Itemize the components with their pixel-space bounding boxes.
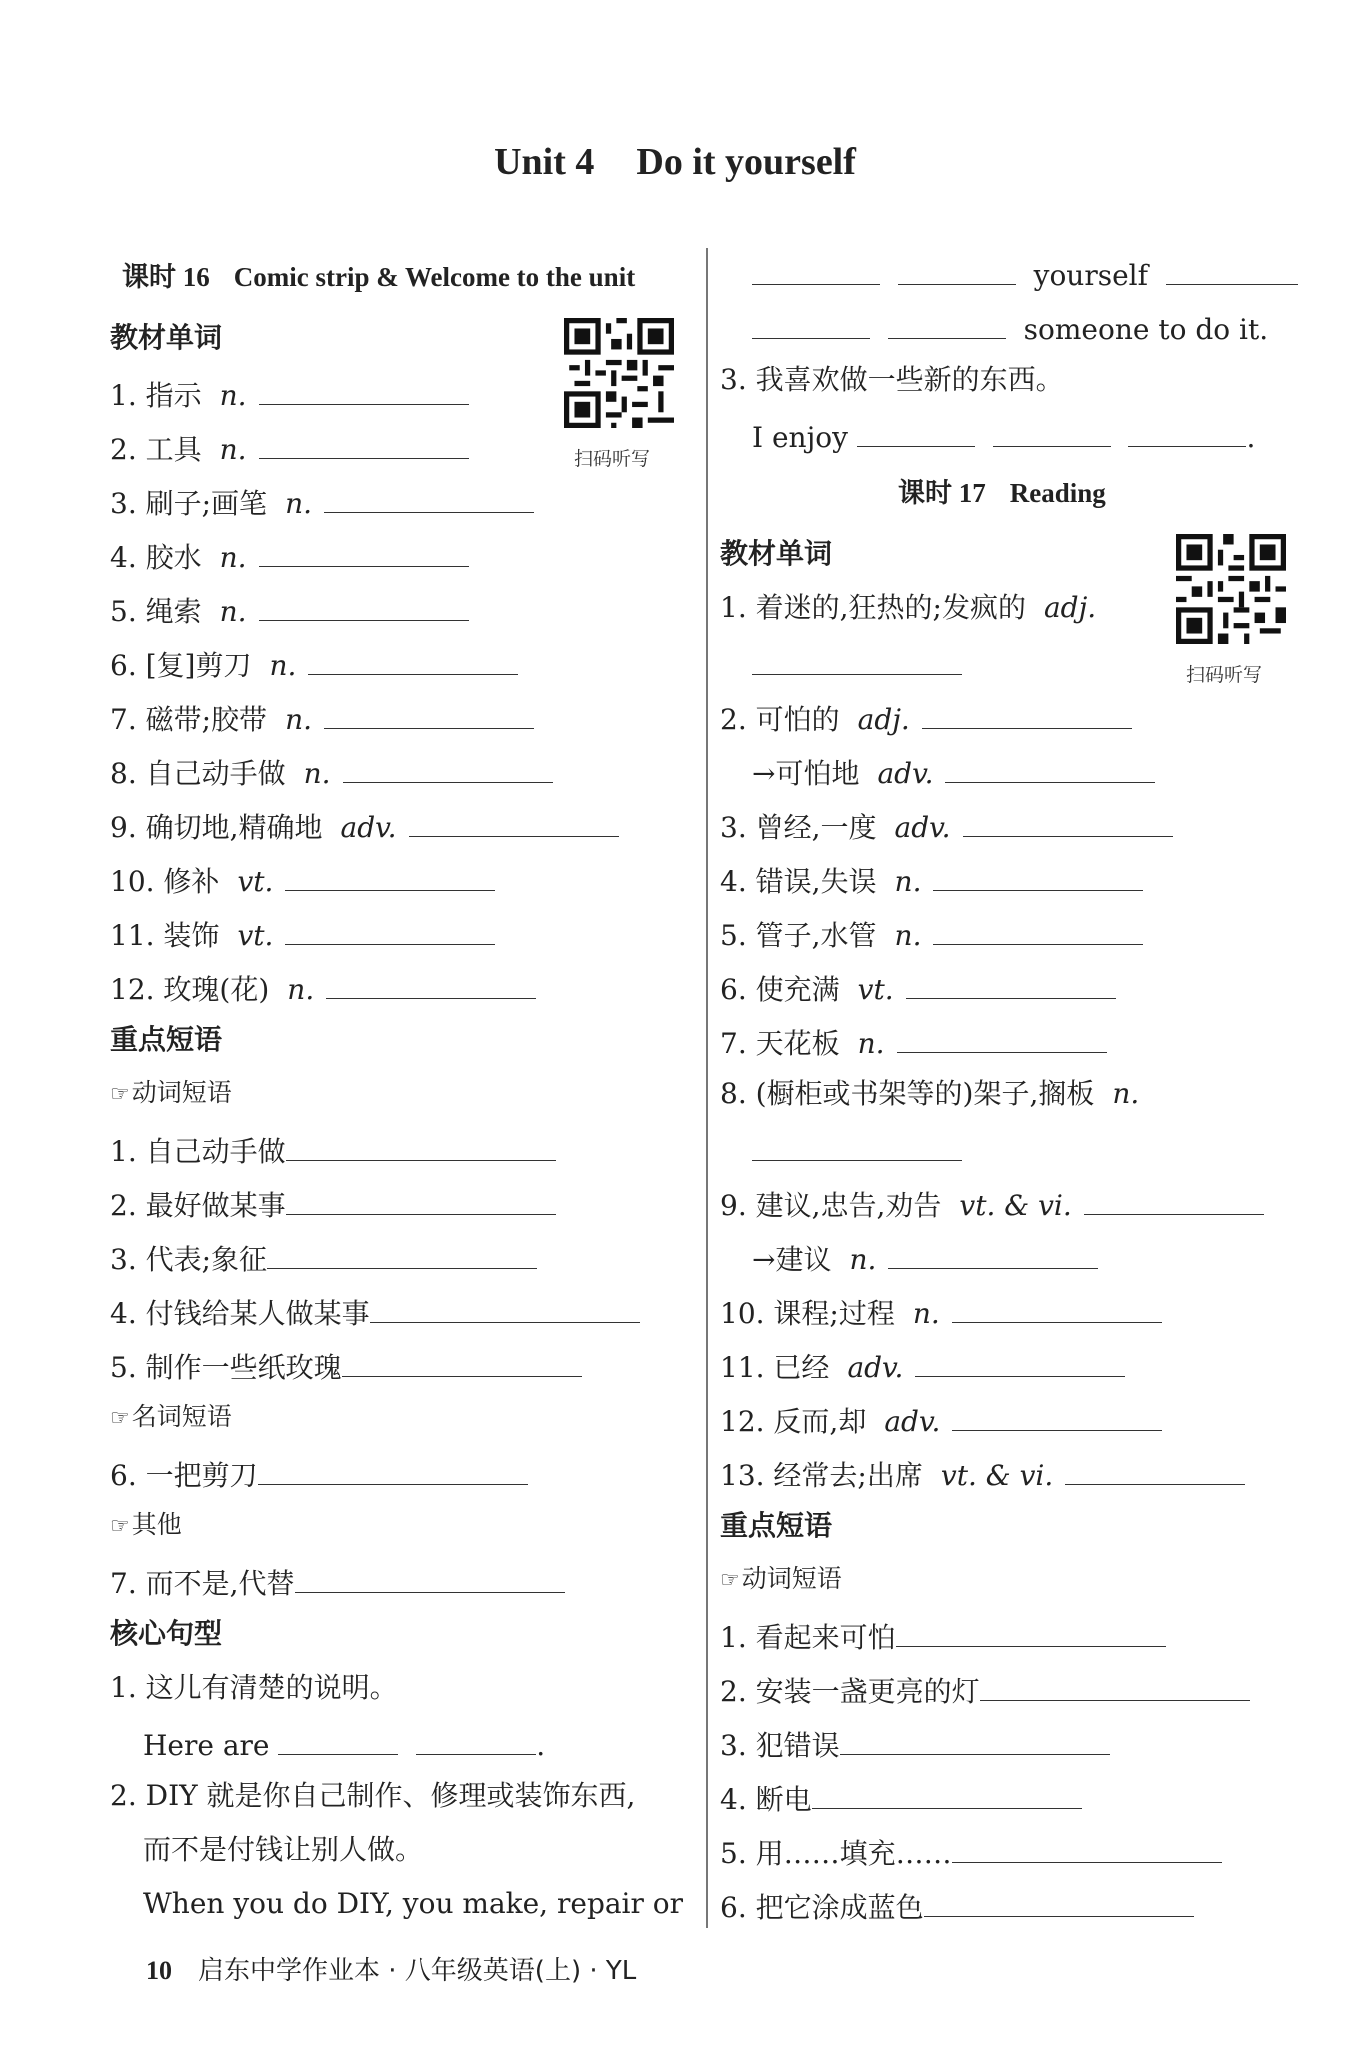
pointing-hand-icon: ☞ (110, 1082, 130, 1107)
phrase-item: 5. 用……填充…… (720, 1836, 1222, 1868)
phrase-item: 5. 制作一些纸玫瑰 (110, 1350, 582, 1382)
answer-blank[interactable] (888, 312, 1006, 339)
qr-code-icon (1176, 534, 1286, 644)
phrase-item: 4. 断电 (720, 1782, 1082, 1814)
vocab-item: 3. 曾经,一度 adv. (720, 810, 1173, 842)
phrase-item: 6. 一把剪刀 (110, 1458, 528, 1490)
vocab-item: 6. [复]剪刀 n. (110, 648, 518, 680)
page-number: 10 (146, 1956, 172, 1985)
lesson-17-heading: 课时 17 Reading (898, 478, 1106, 508)
vocab-item: 10. 修补 vt. (110, 864, 495, 896)
vocab-item: 1. 着迷的,狂热的;发疯的 adj. (720, 591, 1097, 624)
vocab-item: 11. 已经 adv. (720, 1350, 1125, 1382)
answer-blank[interactable] (963, 810, 1173, 837)
vocab-item: 12. 玫瑰(花) n. (110, 972, 536, 1004)
answer-blank[interactable] (1128, 420, 1246, 447)
qr-scan-label: 扫码听写 (574, 448, 651, 470)
vocab-item: 2. 工具 n. (110, 432, 469, 464)
answer-blank[interactable] (952, 1836, 1222, 1863)
answer-blank[interactable] (897, 1026, 1107, 1053)
answer-blank[interactable] (840, 1728, 1110, 1755)
lesson-17-vocab-heading: 教材单词 (720, 537, 833, 570)
vocab-item: 7. 天花板 n. (720, 1026, 1107, 1058)
phrase-item: 2. 最好做某事 (110, 1188, 556, 1220)
answer-blank[interactable] (409, 810, 619, 837)
phrase-item: 7. 而不是,代替 (110, 1566, 565, 1598)
vocab-item: 8. 自己动手做 n. (110, 756, 553, 788)
answer-blank[interactable] (285, 918, 495, 945)
answer-blank[interactable] (952, 1404, 1162, 1431)
book-title: 启东中学作业本 · 八年级英语(上) · YL (198, 1956, 637, 1986)
answer-blank[interactable] (752, 258, 880, 285)
page-footer (146, 1958, 636, 1984)
answer-blank[interactable] (342, 1350, 582, 1377)
vocab-item: 4. 错误,失误 n. (720, 864, 1143, 896)
column-divider (706, 248, 708, 1928)
answer-blank[interactable] (933, 864, 1143, 891)
answer-blank[interactable] (888, 1242, 1098, 1269)
answer-blank[interactable] (993, 420, 1111, 447)
qr-code-icon (564, 318, 674, 428)
answer-blank[interactable] (945, 756, 1155, 783)
vocab-item: 8. (橱柜或书架等的)架子,搁板 n. (720, 1077, 1140, 1110)
answer-blank[interactable] (906, 972, 1116, 999)
phrase-item: 3. 代表;象征 (110, 1242, 537, 1274)
sentence-english: someone to do it. (752, 312, 1268, 344)
vocab-item: 4. 胶水 n. (110, 540, 469, 572)
other-phrases-label: ☞其他 (110, 1510, 182, 1539)
answer-blank[interactable] (278, 1728, 398, 1755)
vocab-item (752, 648, 962, 680)
answer-blank[interactable] (896, 1620, 1166, 1647)
sentence-chinese: 3. 我喜欢做一些新的东西。 (720, 363, 1064, 396)
answer-blank[interactable] (1065, 1458, 1245, 1485)
answer-blank[interactable] (286, 1134, 556, 1161)
noun-phrases-label: ☞名词短语 (110, 1402, 232, 1431)
vocab-item: 6. 使充满 vt. (720, 972, 1116, 1004)
answer-blank[interactable] (1166, 258, 1298, 285)
vocab-item: 7. 磁带;胶带 n. (110, 702, 534, 734)
lesson-16-sentences-heading: 核心句型 (110, 1617, 223, 1650)
answer-blank[interactable] (898, 258, 1016, 285)
pointing-hand-icon: ☞ (720, 1568, 740, 1593)
answer-blank[interactable] (915, 1350, 1125, 1377)
vocab-item: 9. 确切地,精确地 adv. (110, 810, 619, 842)
answer-blank[interactable] (326, 972, 536, 999)
answer-blank[interactable] (812, 1782, 1082, 1809)
answer-blank[interactable] (952, 1296, 1162, 1323)
answer-blank[interactable] (924, 1890, 1194, 1917)
sentence-english: yourself (752, 258, 1298, 290)
answer-blank[interactable] (259, 432, 469, 459)
vocab-item: 12. 反而,却 adv. (720, 1404, 1162, 1436)
phrase-item: 3. 犯错误 (720, 1728, 1110, 1760)
phrase-item: 2. 安装一盏更亮的灯 (720, 1674, 1250, 1706)
qr-scan-label: 扫码听写 (1186, 664, 1263, 686)
lesson-16-heading: 课时 16 Comic strip & Welcome to the unit (122, 262, 636, 292)
phrase-item: 1. 看起来可怕 (720, 1620, 1166, 1652)
answer-blank[interactable] (324, 486, 534, 513)
sentence-english: Here are . (143, 1729, 546, 1762)
answer-blank[interactable] (857, 420, 975, 447)
answer-blank[interactable] (295, 1566, 565, 1593)
answer-blank[interactable] (1084, 1188, 1264, 1215)
phrase-item: 4. 付钱给某人做某事 (110, 1296, 640, 1328)
answer-blank[interactable] (922, 702, 1132, 729)
answer-blank[interactable] (259, 594, 469, 621)
vocab-item: 5. 管子,水管 n. (720, 918, 1143, 950)
verb-phrases-label: ☞动词短语 (720, 1564, 842, 1593)
answer-blank[interactable] (308, 648, 518, 675)
vocab-item: 3. 刷子;画笔 n. (110, 486, 534, 518)
answer-blank[interactable] (285, 864, 495, 891)
answer-blank[interactable] (267, 1242, 537, 1269)
sentence-chinese: 而不是付钱让别人做。 (143, 1833, 424, 1866)
answer-blank[interactable] (752, 312, 870, 339)
vocab-item (752, 1134, 962, 1166)
lesson-16-phrases-heading: 重点短语 (110, 1023, 223, 1056)
vocab-item: 9. 建议,忠告,劝告 vt. & vi. (720, 1188, 1264, 1220)
answer-blank[interactable] (980, 1674, 1250, 1701)
answer-blank[interactable] (258, 1458, 528, 1485)
answer-blank[interactable] (752, 1134, 962, 1161)
sentence-english: I enjoy . (752, 421, 1256, 454)
answer-blank[interactable] (259, 378, 469, 405)
answer-blank[interactable] (933, 918, 1143, 945)
phrase-item: 1. 自己动手做 (110, 1134, 556, 1166)
verb-phrases-label: ☞动词短语 (110, 1078, 232, 1107)
sentence-chinese: 2. DIY 就是你自己制作、修理或装饰东西, (110, 1779, 636, 1812)
answer-blank[interactable] (343, 756, 553, 783)
vocab-item: 1. 指示 n. (110, 378, 469, 410)
pointing-hand-icon: ☞ (110, 1514, 130, 1539)
answer-blank[interactable] (752, 648, 962, 675)
vocab-item: 11. 装饰 vt. (110, 918, 495, 950)
vocab-item: 13. 经常去;出席 vt. & vi. (720, 1458, 1245, 1490)
sentence-chinese: 1. 这儿有清楚的说明。 (110, 1671, 398, 1704)
vocab-item: →可怕地 adv. (752, 756, 1155, 788)
vocab-item: 2. 可怕的 adj. (720, 702, 1132, 734)
lesson-17-phrases-heading: 重点短语 (720, 1509, 833, 1542)
phrase-item: 6. 把它涂成蓝色 (720, 1890, 1194, 1922)
pointing-hand-icon: ☞ (110, 1406, 130, 1431)
sentence-english: When you do DIY, you make, repair or (143, 1887, 684, 1920)
answer-blank[interactable] (416, 1728, 536, 1755)
vocab-item: →建议 n. (752, 1242, 1098, 1274)
vocab-item: 5. 绳索 n. (110, 594, 469, 626)
answer-blank[interactable] (370, 1296, 640, 1323)
vocab-item: 10. 课程;过程 n. (720, 1296, 1162, 1328)
page-title: Unit 4 Do it yourself (494, 141, 856, 183)
answer-blank[interactable] (286, 1188, 556, 1215)
answer-blank[interactable] (259, 540, 469, 567)
answer-blank[interactable] (324, 702, 534, 729)
lesson-16-vocab-heading: 教材单词 (110, 321, 223, 354)
